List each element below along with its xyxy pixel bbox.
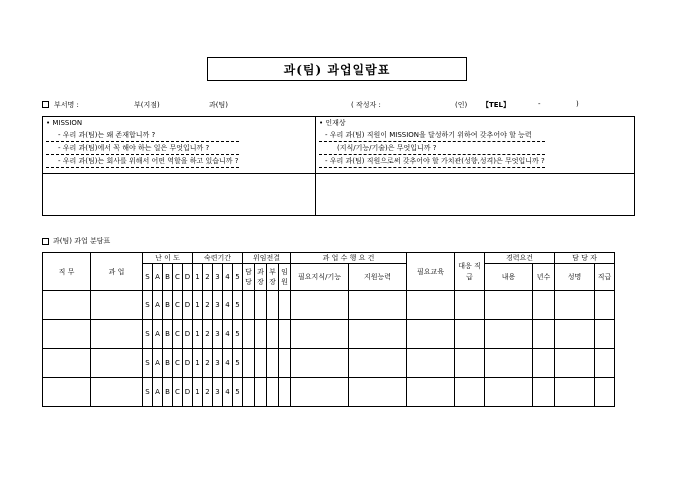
section2-label: 과(팀) 과업 분담표 [53,237,111,245]
proficiency-option[interactable]: 4 [223,320,233,349]
difficulty-option[interactable]: A [153,320,163,349]
group-career: 경력요건 [485,253,555,264]
proficiency-option[interactable]: 3 [213,291,223,320]
difficulty-option[interactable]: C [173,349,183,378]
proficiency-option[interactable]: 5 [233,291,243,320]
knowledge-cell[interactable] [291,349,349,378]
seal-label: (인) [455,101,468,109]
knowledge-cell[interactable] [291,291,349,320]
person-rank: 직급 [595,264,615,291]
career-years-cell[interactable] [533,378,555,407]
task-cell[interactable] [91,291,143,320]
proficiency-option[interactable]: 2 [203,320,213,349]
person-name-cell[interactable] [555,291,595,320]
knowledge-cell[interactable] [291,378,349,407]
task-cell[interactable] [91,349,143,378]
job-cell[interactable] [43,291,91,320]
career-content-cell[interactable] [485,378,533,407]
delegation-cell[interactable] [279,320,291,349]
mission-heading: • MISSION [46,119,83,127]
table-row [43,291,615,320]
career-content-cell[interactable] [485,320,533,349]
group-proficiency: 숙련기간 [193,253,243,264]
tel-dash: - [538,100,541,108]
knowledge-cell[interactable] [291,320,349,349]
prof-level: 2 [203,264,213,291]
talent-heading: • 인재상 [319,119,346,127]
skill-cell[interactable] [349,349,407,378]
proficiency-option[interactable]: 1 [193,291,203,320]
difficulty-option[interactable]: A [153,291,163,320]
difficulty-option[interactable]: B [163,349,173,378]
delegation-cell[interactable] [243,320,255,349]
task-cell[interactable] [91,320,143,349]
difficulty-option[interactable]: B [163,320,173,349]
mission-item: - 우리 과(팀)는 회사를 위해서 어떤 역할을 하고 있습니까 ? [46,155,239,168]
proficiency-option[interactable]: 4 [223,291,233,320]
req-skill: 지원능력 [349,264,407,291]
delegation-cell[interactable] [243,378,255,407]
col-task: 과 업 [91,253,143,291]
table-row [43,320,615,349]
delegation-cell[interactable] [267,378,279,407]
proficiency-option[interactable]: 2 [203,291,213,320]
delegation-role: 과장 [255,264,267,291]
delegation-cell[interactable] [243,349,255,378]
prof-level: 4 [223,264,233,291]
square-bullet-icon [42,238,49,245]
difficulty-option[interactable]: C [173,378,183,407]
rank-cell[interactable] [455,349,485,378]
difficulty-option[interactable]: B [163,378,173,407]
diff-level: D [183,264,193,291]
delegation-cell[interactable] [255,378,267,407]
talent-item: (지식/기능/기술)은 무엇입니까 ? [319,142,545,155]
info-line [42,99,636,113]
delegation-cell[interactable] [279,349,291,378]
difficulty-option[interactable]: S [143,291,153,320]
prof-level: 1 [193,264,203,291]
career-years-cell[interactable] [533,320,555,349]
prof-level: 3 [213,264,223,291]
talent-right [319,117,545,168]
skill-cell[interactable] [349,320,407,349]
person-name-cell[interactable] [555,349,595,378]
delegation-cell[interactable] [279,291,291,320]
mission-item: - 우리 과(팀)는 왜 존재합니까 ? [46,129,239,142]
skill-cell[interactable] [349,291,407,320]
proficiency-option[interactable]: 4 [223,378,233,407]
person-rank-cell[interactable] [595,378,615,407]
col-rank: 대응 직급 [455,253,485,291]
prof-level: 5 [233,264,243,291]
person-name-cell[interactable] [555,320,595,349]
delegation-cell[interactable] [279,378,291,407]
education-cell[interactable] [407,320,455,349]
proficiency-option[interactable]: 5 [233,378,243,407]
difficulty-option[interactable]: C [173,320,183,349]
job-cell[interactable] [43,378,91,407]
proficiency-option[interactable]: 3 [213,349,223,378]
career-years: 년수 [533,264,555,291]
task-table [42,252,615,407]
talent-item: - 우리 과(팀) 직원으로써 갖추어야 할 가치관(성향,성격)은 무엇입니까 ? [319,155,545,168]
person-rank-cell[interactable] [595,320,615,349]
career-content: 내용 [485,264,533,291]
dept-label: 부서명 : [54,101,79,109]
group-difficulty: 난 이 도 [143,253,193,264]
req-knowledge: 필요지식/기능 [291,264,349,291]
proficiency-option[interactable]: 2 [203,349,213,378]
proficiency-option[interactable]: 2 [203,378,213,407]
section2-title [42,236,110,246]
rank-cell[interactable] [455,378,485,407]
proficiency-option[interactable]: 5 [233,349,243,378]
delegation-cell[interactable] [243,291,255,320]
difficulty-option[interactable]: B [163,291,173,320]
diff-level: S [143,264,153,291]
table-row [43,378,615,407]
difficulty-option[interactable]: D [183,349,193,378]
author-label: ( 작성자 : [351,101,381,109]
person-rank-cell[interactable] [595,349,615,378]
group-delegation: 위임전결 [243,253,291,264]
career-content-cell[interactable] [485,291,533,320]
difficulty-option[interactable]: S [143,378,153,407]
proficiency-option[interactable]: 1 [193,349,203,378]
skill-cell[interactable] [349,378,407,407]
career-content-cell[interactable] [485,349,533,378]
group-person: 담 당 자 [555,253,615,264]
mission-box [42,116,635,216]
delegation-cell[interactable] [267,320,279,349]
difficulty-option[interactable]: C [173,291,183,320]
education-cell[interactable] [407,349,455,378]
proficiency-option[interactable]: 3 [213,378,223,407]
square-bullet-icon [42,101,49,108]
rank-cell[interactable] [455,291,485,320]
proficiency-option[interactable]: 3 [213,320,223,349]
difficulty-option[interactable]: D [183,378,193,407]
proficiency-option[interactable]: 5 [233,320,243,349]
col-education: 필요교육 [407,253,455,291]
delegation-cell[interactable] [255,320,267,349]
proficiency-option[interactable]: 4 [223,349,233,378]
proficiency-option[interactable]: 1 [193,320,203,349]
difficulty-option[interactable]: S [143,349,153,378]
difficulty-option[interactable]: A [153,378,163,407]
difficulty-option[interactable]: A [153,349,163,378]
page-title: 과(팀) 과업일람표 [207,57,467,81]
career-years-cell[interactable] [533,349,555,378]
job-cell[interactable] [43,349,91,378]
bu-label: 부(지점) [134,101,160,109]
career-years-cell[interactable] [533,291,555,320]
gwa-label: 과(팀) [209,101,228,109]
difficulty-option[interactable]: S [143,320,153,349]
header-row-1 [43,253,615,264]
task-cell[interactable] [91,378,143,407]
mission-item: - 우리 과(팀)에서 꼭 해야 하는 일은 무엇입니까 ? [46,142,239,155]
education-cell[interactable] [407,378,455,407]
education-cell[interactable] [407,291,455,320]
person-rank-cell[interactable] [595,291,615,320]
difficulty-option[interactable]: D [183,291,193,320]
person-name: 성명 [555,264,595,291]
group-requirements: 과 업 수 행 요 건 [291,253,407,264]
delegation-cell[interactable] [267,291,279,320]
mission-left [46,117,239,168]
delegation-cell[interactable] [267,349,279,378]
diff-level: A [153,264,163,291]
table-row [43,349,615,378]
talent-item: - 우리 과(팀) 직원이 MISSION을 달성하기 위하여 갖추어야 할 능력 [319,129,545,142]
close-paren: ) [576,100,579,108]
delegation-role: 담당 [243,264,255,291]
difficulty-option[interactable]: D [183,320,193,349]
diff-level: B [163,264,173,291]
rank-cell[interactable] [455,320,485,349]
diff-level: C [173,264,183,291]
delegation-cell[interactable] [255,291,267,320]
tel-label: 【TEL】 [482,101,511,109]
person-name-cell[interactable] [555,378,595,407]
delegation-cell[interactable] [255,349,267,378]
job-cell[interactable] [43,320,91,349]
delegation-role: 부장 [267,264,279,291]
col-job: 직 무 [43,253,91,291]
delegation-role: 임원 [279,264,291,291]
proficiency-option[interactable]: 1 [193,378,203,407]
